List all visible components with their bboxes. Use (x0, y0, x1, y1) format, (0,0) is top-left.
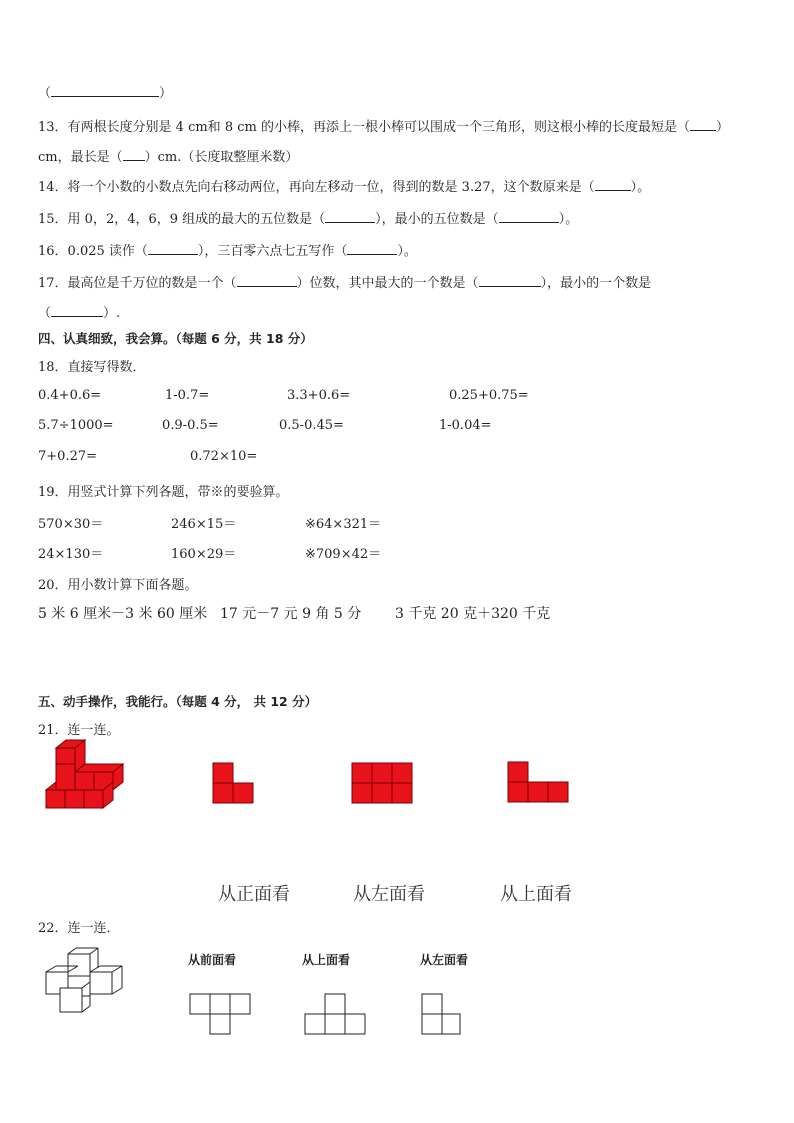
q22-view-shape-t (189, 993, 251, 1035)
section-4-heading: 四、认真细致，我会算。（每题 6 分，共 18 分） (38, 331, 313, 346)
q21-label-left: 从左面看 (353, 884, 425, 905)
q18-item-4: 0.25+0.75= (449, 388, 529, 403)
q18-item-5: 5.7÷1000= (38, 418, 114, 433)
q18-item-1: 0.4+0.6= (38, 388, 102, 403)
q18-item-10: 0.72×10= (190, 449, 258, 464)
section-5-heading: 五、动手操作，我能行。（每题 4 分， 共 12 分） (38, 694, 318, 709)
q20-item-2: 17 元－7 元 9 角 5 分 (220, 606, 362, 622)
q19-item-2: 246×15＝ (171, 517, 237, 532)
q22-label-front: 从前面看 (188, 953, 237, 967)
q19-item-1: 570×30＝ (38, 517, 104, 532)
question-22-title: 22．连一连． (38, 921, 120, 936)
q22-view-shape-column (421, 993, 463, 1035)
q22-label-left: 从左面看 (420, 953, 469, 967)
q18-item-2: 1-0.7= (165, 388, 210, 403)
q20-item-1: 5 米 6 厘米－3 米 60 厘米 (38, 606, 208, 622)
question-17-line1: 17．最高位是千万位的数是一个（ ）位数，其中最大的一个数是（ ），最小的一个数是 (38, 276, 652, 291)
q18-item-6: 0.9-0.5= (162, 418, 219, 433)
q20-item-3: 3 千克 20 克＋320 千克 (395, 606, 551, 622)
question-14: 14．将一个小数的小数点先向右移动两位，再向左移动一位，得到的数是 3.27，这个数原来是（ ）。 (38, 180, 651, 195)
q18-item-7: 0.5-0.45= (279, 418, 344, 433)
q21-label-front: 从正面看 (218, 884, 290, 905)
answer-blank-carryover: （ ） (38, 86, 173, 101)
q19-item-5: 160×29＝ (171, 547, 237, 562)
q21-view-shape-rect (351, 762, 413, 804)
q18-item-3: 3.3+0.6= (287, 388, 351, 403)
q18-item-8: 1-0.04= (439, 418, 492, 433)
question-16: 16．0.025 读作（ ），三百零六点七五写作（ ）。 (38, 244, 417, 259)
question-21-title: 21．连一连。 (38, 723, 120, 738)
q18-item-9: 7+0.27= (38, 449, 98, 464)
q19-item-3: ※64×321＝ (305, 517, 382, 532)
q19-item-6: ※709×42＝ (305, 547, 382, 562)
q21-label-top: 从上面看 (500, 884, 572, 905)
q21-view-shape-l (212, 762, 254, 804)
question-13-line2: cm，最长是（ ）cm.（长度取整厘米数） (38, 150, 299, 165)
question-18-title: 18．直接写得数． (38, 360, 146, 375)
question-17-line2: （ ）. (38, 306, 121, 321)
q22-label-top: 从上面看 (302, 953, 351, 967)
q22-solid-figure (44, 948, 136, 1016)
question-19-title: 19．用竖式计算下列各题，带※的要验算。 (38, 485, 289, 500)
question-20-title: 20．用小数计算下面各题。 (38, 578, 198, 593)
q21-solid-figure (44, 750, 126, 810)
q21-view-shape-wide-l (507, 761, 569, 803)
question-13-line1: 13．有两根长度分别是 4 cm和 8 cm 的小棒，再添上一根小棒可以围成一个三角形，则这根小棒的长度最短是（ ） (38, 120, 729, 135)
q19-item-4: 24×130＝ (38, 547, 104, 562)
q22-view-shape-inverted-t (304, 993, 366, 1035)
question-15: 15．用 0，2，4，6，9 组成的最大的五位数是（ ），最小的五位数是（ ）。 (38, 212, 579, 227)
